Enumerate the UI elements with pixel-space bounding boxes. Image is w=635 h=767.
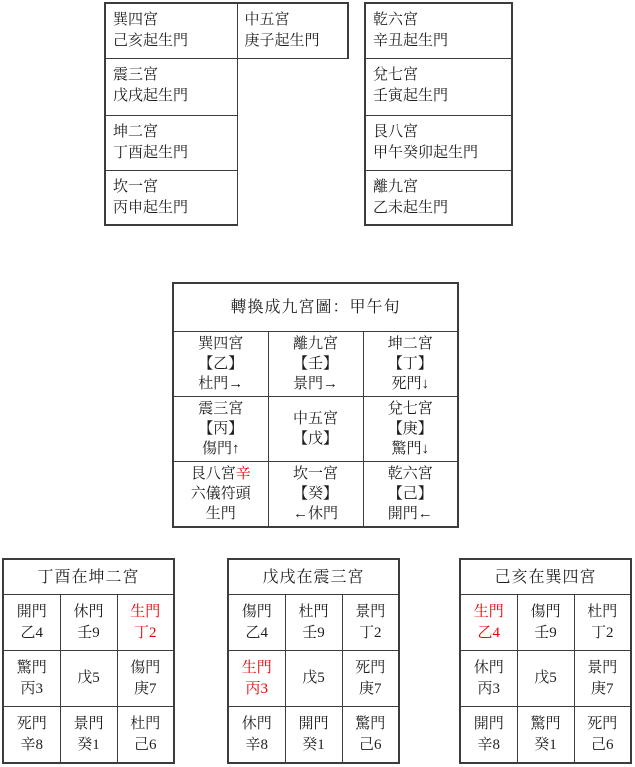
palace-cell-gen8 xyxy=(365,115,512,170)
gate-cell xyxy=(460,595,517,651)
palace-cell-li9 xyxy=(365,170,512,225)
cell-line: 丁酉起生門 xyxy=(113,144,189,161)
gate-cell xyxy=(342,707,399,764)
gate-cell xyxy=(3,651,60,707)
cell-line: 傷門 xyxy=(530,603,561,620)
gate-cell xyxy=(117,707,174,764)
cell-line: 辛8 xyxy=(245,736,268,753)
cell-line: 乾六宮 xyxy=(387,466,433,482)
palace-cell-qian6 xyxy=(363,462,458,528)
cell-line: 開門← xyxy=(387,506,433,522)
gate-table-dingyou xyxy=(2,558,175,764)
gate-cell-center xyxy=(60,651,117,707)
cell-line: 【庚】 xyxy=(387,421,433,437)
cell-line: 己6 xyxy=(133,736,157,753)
cell-line: 戊戌起生門 xyxy=(113,87,189,104)
gate-cell xyxy=(574,651,631,707)
gate-cell xyxy=(117,651,174,707)
palace-cell-dui7 xyxy=(363,397,458,462)
cell-line: 死門 xyxy=(355,659,386,676)
cell-line: 驚門 xyxy=(16,659,47,676)
cell-line: 傷門 xyxy=(130,659,161,676)
palace-label: 艮八宮 xyxy=(190,466,236,482)
cell-line: 傷門↑ xyxy=(201,441,240,457)
palace-cell-xun4 xyxy=(105,3,237,58)
gate-cell xyxy=(60,707,117,764)
gate-cell xyxy=(285,707,342,764)
gate-table-title: 己亥在巽四宮 xyxy=(460,559,631,595)
cell-line: 乙4 xyxy=(20,624,43,641)
cell-line: 艮八宮 xyxy=(373,123,419,140)
palace-cell-kan1 xyxy=(268,462,363,528)
gate-cell xyxy=(517,595,574,651)
gate-table-wuxu xyxy=(227,558,400,764)
cell-line xyxy=(174,464,268,484)
cell-line: 驚門 xyxy=(530,715,561,732)
cell-line: 丙3 xyxy=(477,680,500,697)
gate-table-title: 丁酉在坤二宮 xyxy=(3,559,174,595)
cell-line: 杜門 xyxy=(587,603,618,620)
cell-line: 離九宮 xyxy=(292,336,338,352)
gate-cell xyxy=(460,707,517,764)
cell-line: 杜門 xyxy=(130,715,161,732)
cell-line: 景門 xyxy=(587,659,618,676)
palace-cell-qian6 xyxy=(365,3,512,58)
gate-cell xyxy=(342,595,399,651)
gate-cell xyxy=(574,595,631,651)
gate-cell xyxy=(228,595,285,651)
cell-line: 坤二宮 xyxy=(387,336,433,352)
cell-line: 驚門 xyxy=(355,715,386,732)
cell-line: 景門 xyxy=(73,715,104,732)
cell-line: 丙申起生門 xyxy=(113,199,189,216)
cell-line: 兌七宮 xyxy=(373,66,419,83)
cell-line: 生門 xyxy=(130,603,161,620)
cell-line: 傷門 xyxy=(241,603,272,620)
cell-line: 庚7 xyxy=(590,680,614,697)
cell-line: 甲午癸卯起生門 xyxy=(373,144,479,161)
cell-line: 杜門→ xyxy=(198,376,244,392)
palace-cell-center5 xyxy=(237,3,348,58)
cell-line: 乙4 xyxy=(245,624,268,641)
cell-line: 癸1 xyxy=(302,736,325,753)
cell-line: 庚子起生門 xyxy=(244,33,320,49)
cell-line: 【癸】 xyxy=(292,486,338,502)
gate-table-title: 戊戌在震三宮 xyxy=(228,559,399,595)
cell-line: 丁2 xyxy=(358,624,382,641)
palace-cell-xun4 xyxy=(173,332,268,397)
gate-cell xyxy=(228,651,285,707)
gate-table-jihai xyxy=(459,558,632,764)
cell-line: 戊5 xyxy=(534,670,557,686)
cell-line: 己6 xyxy=(358,736,382,753)
cell-line: 丙3 xyxy=(20,680,43,697)
cell-line: 中五宮 xyxy=(244,12,290,28)
cell-line: 【戊】 xyxy=(292,431,338,447)
cell-line: 離九宮 xyxy=(373,178,419,195)
gate-cell-center xyxy=(285,651,342,707)
cell-line: 壬9 xyxy=(534,624,557,641)
gate-cell xyxy=(342,651,399,707)
top-left-palace-table xyxy=(104,2,349,226)
cell-line: 巽四宮 xyxy=(113,12,159,28)
cell-line: 【己】 xyxy=(387,486,433,502)
cell-line: 坎一宮 xyxy=(292,466,338,482)
palace-cell-li9 xyxy=(268,332,363,397)
cell-line: 開門 xyxy=(473,715,504,732)
cell-line: 辛丑起生門 xyxy=(373,33,449,49)
cell-line: 辛8 xyxy=(20,736,43,753)
gate-cell xyxy=(460,651,517,707)
gate-cell xyxy=(3,707,60,764)
cell-line: 巽四宮 xyxy=(198,336,244,352)
gate-cell-center xyxy=(517,651,574,707)
cell-line: 乾六宮 xyxy=(373,12,419,28)
cell-line: 杜門 xyxy=(298,603,329,620)
top-right-palace-table xyxy=(364,2,513,226)
gate-cell xyxy=(60,595,117,651)
palace-cell-center5 xyxy=(268,397,363,462)
gate-cell xyxy=(3,595,60,651)
cell-line: 死門 xyxy=(16,715,47,732)
cell-line: 震三宮 xyxy=(198,401,244,417)
gate-cell xyxy=(117,595,174,651)
cell-line: ←休門 xyxy=(292,506,338,522)
cell-line: 六儀符頭 xyxy=(190,486,251,502)
cell-line: 生門 xyxy=(473,603,504,620)
cell-line: 己6 xyxy=(590,736,614,753)
cell-line: 生門 xyxy=(205,506,236,522)
nine-palace-chart xyxy=(172,282,459,528)
cell-line: 生門 xyxy=(241,659,272,676)
cell-line: 死門↓ xyxy=(391,376,429,392)
cell-line: 壬9 xyxy=(77,624,100,641)
gate-cell xyxy=(228,707,285,764)
gate-cell xyxy=(574,707,631,764)
cell-line: 戊5 xyxy=(302,670,325,686)
empty-spacer-cell xyxy=(237,58,348,225)
gate-cell xyxy=(285,595,342,651)
cell-line: 戊5 xyxy=(77,670,100,686)
cell-line: 中五宮 xyxy=(292,411,338,427)
cell-line: 【丁】 xyxy=(387,356,433,372)
cell-line: 坎一宮 xyxy=(113,178,159,195)
cell-line: 丙3 xyxy=(245,680,268,697)
palace-cell-zhen3 xyxy=(173,397,268,462)
palace-cell-kun2 xyxy=(363,332,458,397)
cell-line: 癸1 xyxy=(534,736,557,753)
cell-line: 丁2 xyxy=(133,624,157,641)
cell-line: 景門 xyxy=(355,603,386,620)
cell-line: 坤二宮 xyxy=(113,123,159,140)
cell-line: 丁2 xyxy=(590,624,614,641)
palace-cell-kun2 xyxy=(105,115,237,170)
cell-line: 壬寅起生門 xyxy=(373,87,449,104)
cell-line: 辛8 xyxy=(477,736,500,753)
gate-cell xyxy=(517,707,574,764)
palace-cell-kan1 xyxy=(105,170,237,225)
cell-line: 開門 xyxy=(16,603,47,620)
cell-line: 【丙】 xyxy=(198,421,244,437)
palace-cell-dui7 xyxy=(365,58,512,115)
palace-cell-gen8 xyxy=(173,462,268,528)
cell-line: 震三宮 xyxy=(113,66,159,83)
cell-line: 死門 xyxy=(587,715,618,732)
cell-line: 休門 xyxy=(73,603,104,620)
nine-palace-title: 轉換成九宮圖：甲午旬 xyxy=(173,283,458,332)
cell-line: 休門 xyxy=(241,715,272,732)
cell-line: 開門 xyxy=(298,715,329,732)
cell-line: 【壬】 xyxy=(292,356,338,372)
cell-line: 休門 xyxy=(473,659,504,676)
cell-line: 景門→ xyxy=(292,376,338,392)
palace-cell-zhen3 xyxy=(105,58,237,115)
cell-line: 乙4 xyxy=(477,624,500,641)
cell-line: 兌七宮 xyxy=(387,401,433,417)
cell-line: 庚7 xyxy=(358,680,382,697)
cell-line: 己亥起生門 xyxy=(113,33,189,49)
cell-line: 【乙】 xyxy=(198,356,244,372)
cell-line: 乙未起生門 xyxy=(373,199,449,216)
cell-line: 驚門↓ xyxy=(391,441,429,457)
cell-line: 癸1 xyxy=(77,736,100,753)
red-stem-label: 辛 xyxy=(235,466,251,482)
cell-line: 壬9 xyxy=(302,624,325,641)
cell-line: 庚7 xyxy=(133,680,157,697)
